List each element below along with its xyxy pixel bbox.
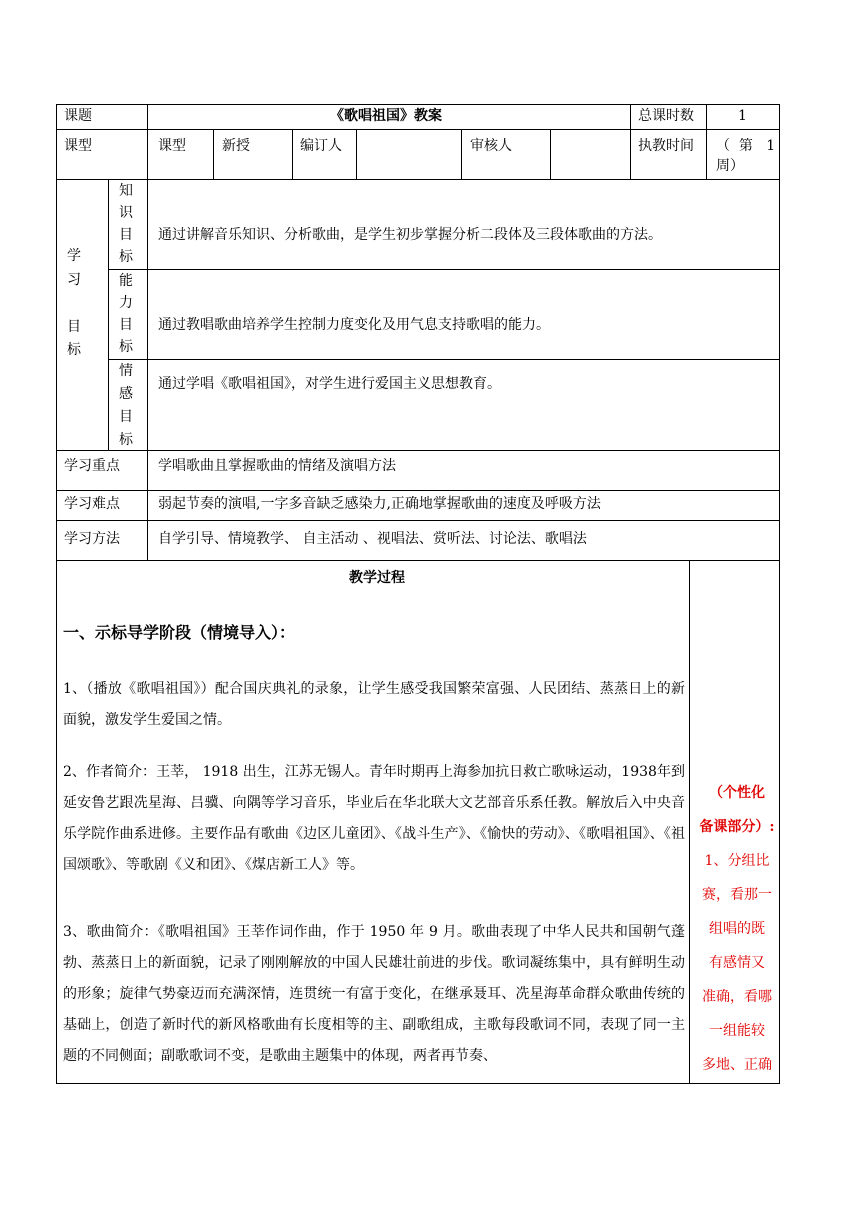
objective-label-char: 目 bbox=[119, 227, 133, 243]
objectives-label-char: 标 bbox=[67, 342, 81, 358]
difficulties-text: 弱起节奏的演唱,一字多音缺乏感染力,正确地掌握歌曲的速度及呼吸方法 bbox=[158, 496, 601, 512]
exec-time-line1: （ 第 1 bbox=[716, 138, 776, 154]
objective-label-char: 标 bbox=[119, 432, 133, 448]
label-exec-time: 执教时间 bbox=[638, 138, 694, 154]
knowledge-objective-text: 通过讲解音乐知识、分析歌曲，是学生初步掌握分析二段体及三段体歌曲的方法。 bbox=[158, 227, 662, 243]
label-key-points: 学习重点 bbox=[64, 458, 120, 474]
label-methods: 学习方法 bbox=[64, 531, 120, 547]
label-course-type-inner: 课型 bbox=[158, 138, 186, 154]
objectives-label-char: 习 bbox=[67, 272, 81, 288]
label-total-hours: 总课时数 bbox=[638, 108, 694, 124]
objective-label-char: 知 bbox=[119, 183, 133, 199]
objective-label-char: 目 bbox=[119, 409, 133, 425]
label-reviewer: 审核人 bbox=[470, 138, 512, 154]
sidebar-note bbox=[695, 776, 779, 1082]
objective-label-char: 识 bbox=[119, 205, 133, 221]
sidebar-note-line: 准确，看哪 bbox=[702, 989, 772, 1005]
label-course-title: 课题 bbox=[64, 108, 92, 124]
sidebar-note-line: 赛，看那一 bbox=[702, 887, 772, 903]
ability-objective-text: 通过教唱歌曲培养学生控制力度变化及用气息支持歌唱的能力。 bbox=[158, 317, 550, 333]
lesson-title: 《歌唱祖国》教案 bbox=[330, 108, 442, 124]
label-course-type: 课型 bbox=[64, 138, 92, 154]
total-hours-value: 1 bbox=[738, 108, 747, 124]
sidebar-note-line: 1、分组比 bbox=[704, 853, 770, 869]
sidebar-note-line: （个性化 bbox=[709, 785, 765, 801]
process-heading: 教学过程 bbox=[349, 570, 405, 586]
course-type-value: 新授 bbox=[222, 138, 250, 154]
methods-text: 自学引导、情境教学、 自主活动 、视唱法、赏听法、讨论法、歌唱法 bbox=[158, 531, 587, 547]
sidebar-note-line: 备课部分）: bbox=[699, 819, 775, 835]
objectives-label-char: 目 bbox=[67, 319, 81, 335]
objective-label-char: 能 bbox=[119, 273, 133, 289]
objective-label-char: 标 bbox=[119, 339, 133, 355]
paragraph-song: 3、歌曲简介：《歌唱祖国》王莘作词作曲，作于 1950 年 9 月。歌曲表现了中华人民共和国朝气蓬勃、蒸蒸日上的新面貌，记录了刚刚解放的中国人民雄壮前进的步伐。歌词凝练集中，具有鲜明生动的形象；旋律气势豪迈而充满深情，连贯统一有富于变化，在继承聂耳、冼星海革命群众歌曲传统的基础上，创造了新时代的新风格歌曲有长度相等的主、副歌组成，主歌每段歌词不同，表现了同一主题的不同侧面；副歌歌词不变，是歌曲主题集中的体现，两者再节奏、 bbox=[63, 924, 685, 1064]
section-heading: 一、示标导学阶段（情境导入）： bbox=[63, 623, 296, 642]
emotion-objective-text: 通过学唱《歌唱祖国》，对学生进行爱国主义思想教育。 bbox=[158, 376, 501, 392]
objective-label-char: 感 bbox=[119, 386, 133, 402]
sidebar-note-line: 多地、正确 bbox=[702, 1057, 772, 1073]
objective-label-char: 情 bbox=[119, 363, 133, 379]
sidebar-note-line: 有感情又 bbox=[709, 955, 765, 971]
label-difficulties: 学习难点 bbox=[64, 496, 120, 512]
objective-label-char: 标 bbox=[119, 249, 133, 265]
paragraph-intro: 1、（播放《歌唱祖国》）配合国庆典礼的录象，让学生感受我国繁荣富强、人民团结、蒸蒸日上的新面貌，激发学生爱国之情。 bbox=[63, 681, 685, 728]
sidebar-note-line: 一组能较 bbox=[709, 1023, 765, 1039]
objective-label-char: 目 bbox=[119, 317, 133, 333]
key-points-text: 学唱歌曲且掌握歌曲的情绪及演唱方法 bbox=[158, 458, 396, 474]
objective-label-char: 力 bbox=[119, 295, 133, 311]
exec-time-line2: 周） bbox=[716, 158, 744, 174]
objectives-label-char: 学 bbox=[67, 248, 81, 264]
sidebar-note-line: 组唱的既 bbox=[709, 921, 765, 937]
label-editor: 编订人 bbox=[300, 138, 342, 154]
paragraph-author: 2、作者简介：王莘， 1918 出生，江苏无锡人。青年时期再上海参加抗日救亡歌咏运动，1938年到延安鲁艺跟冼星海、吕骥、向隅等学习音乐，毕业后在华北联大文艺部音乐系任教。解放后入中央音乐学院作曲系进修。主要作品有歌曲《边区儿童团》、《战斗生产》、《愉快的劳动》、《歌唱祖国》、《祖国颂歌》、等歌剧《义和团》、《煤店新工人》等。 bbox=[63, 764, 685, 873]
